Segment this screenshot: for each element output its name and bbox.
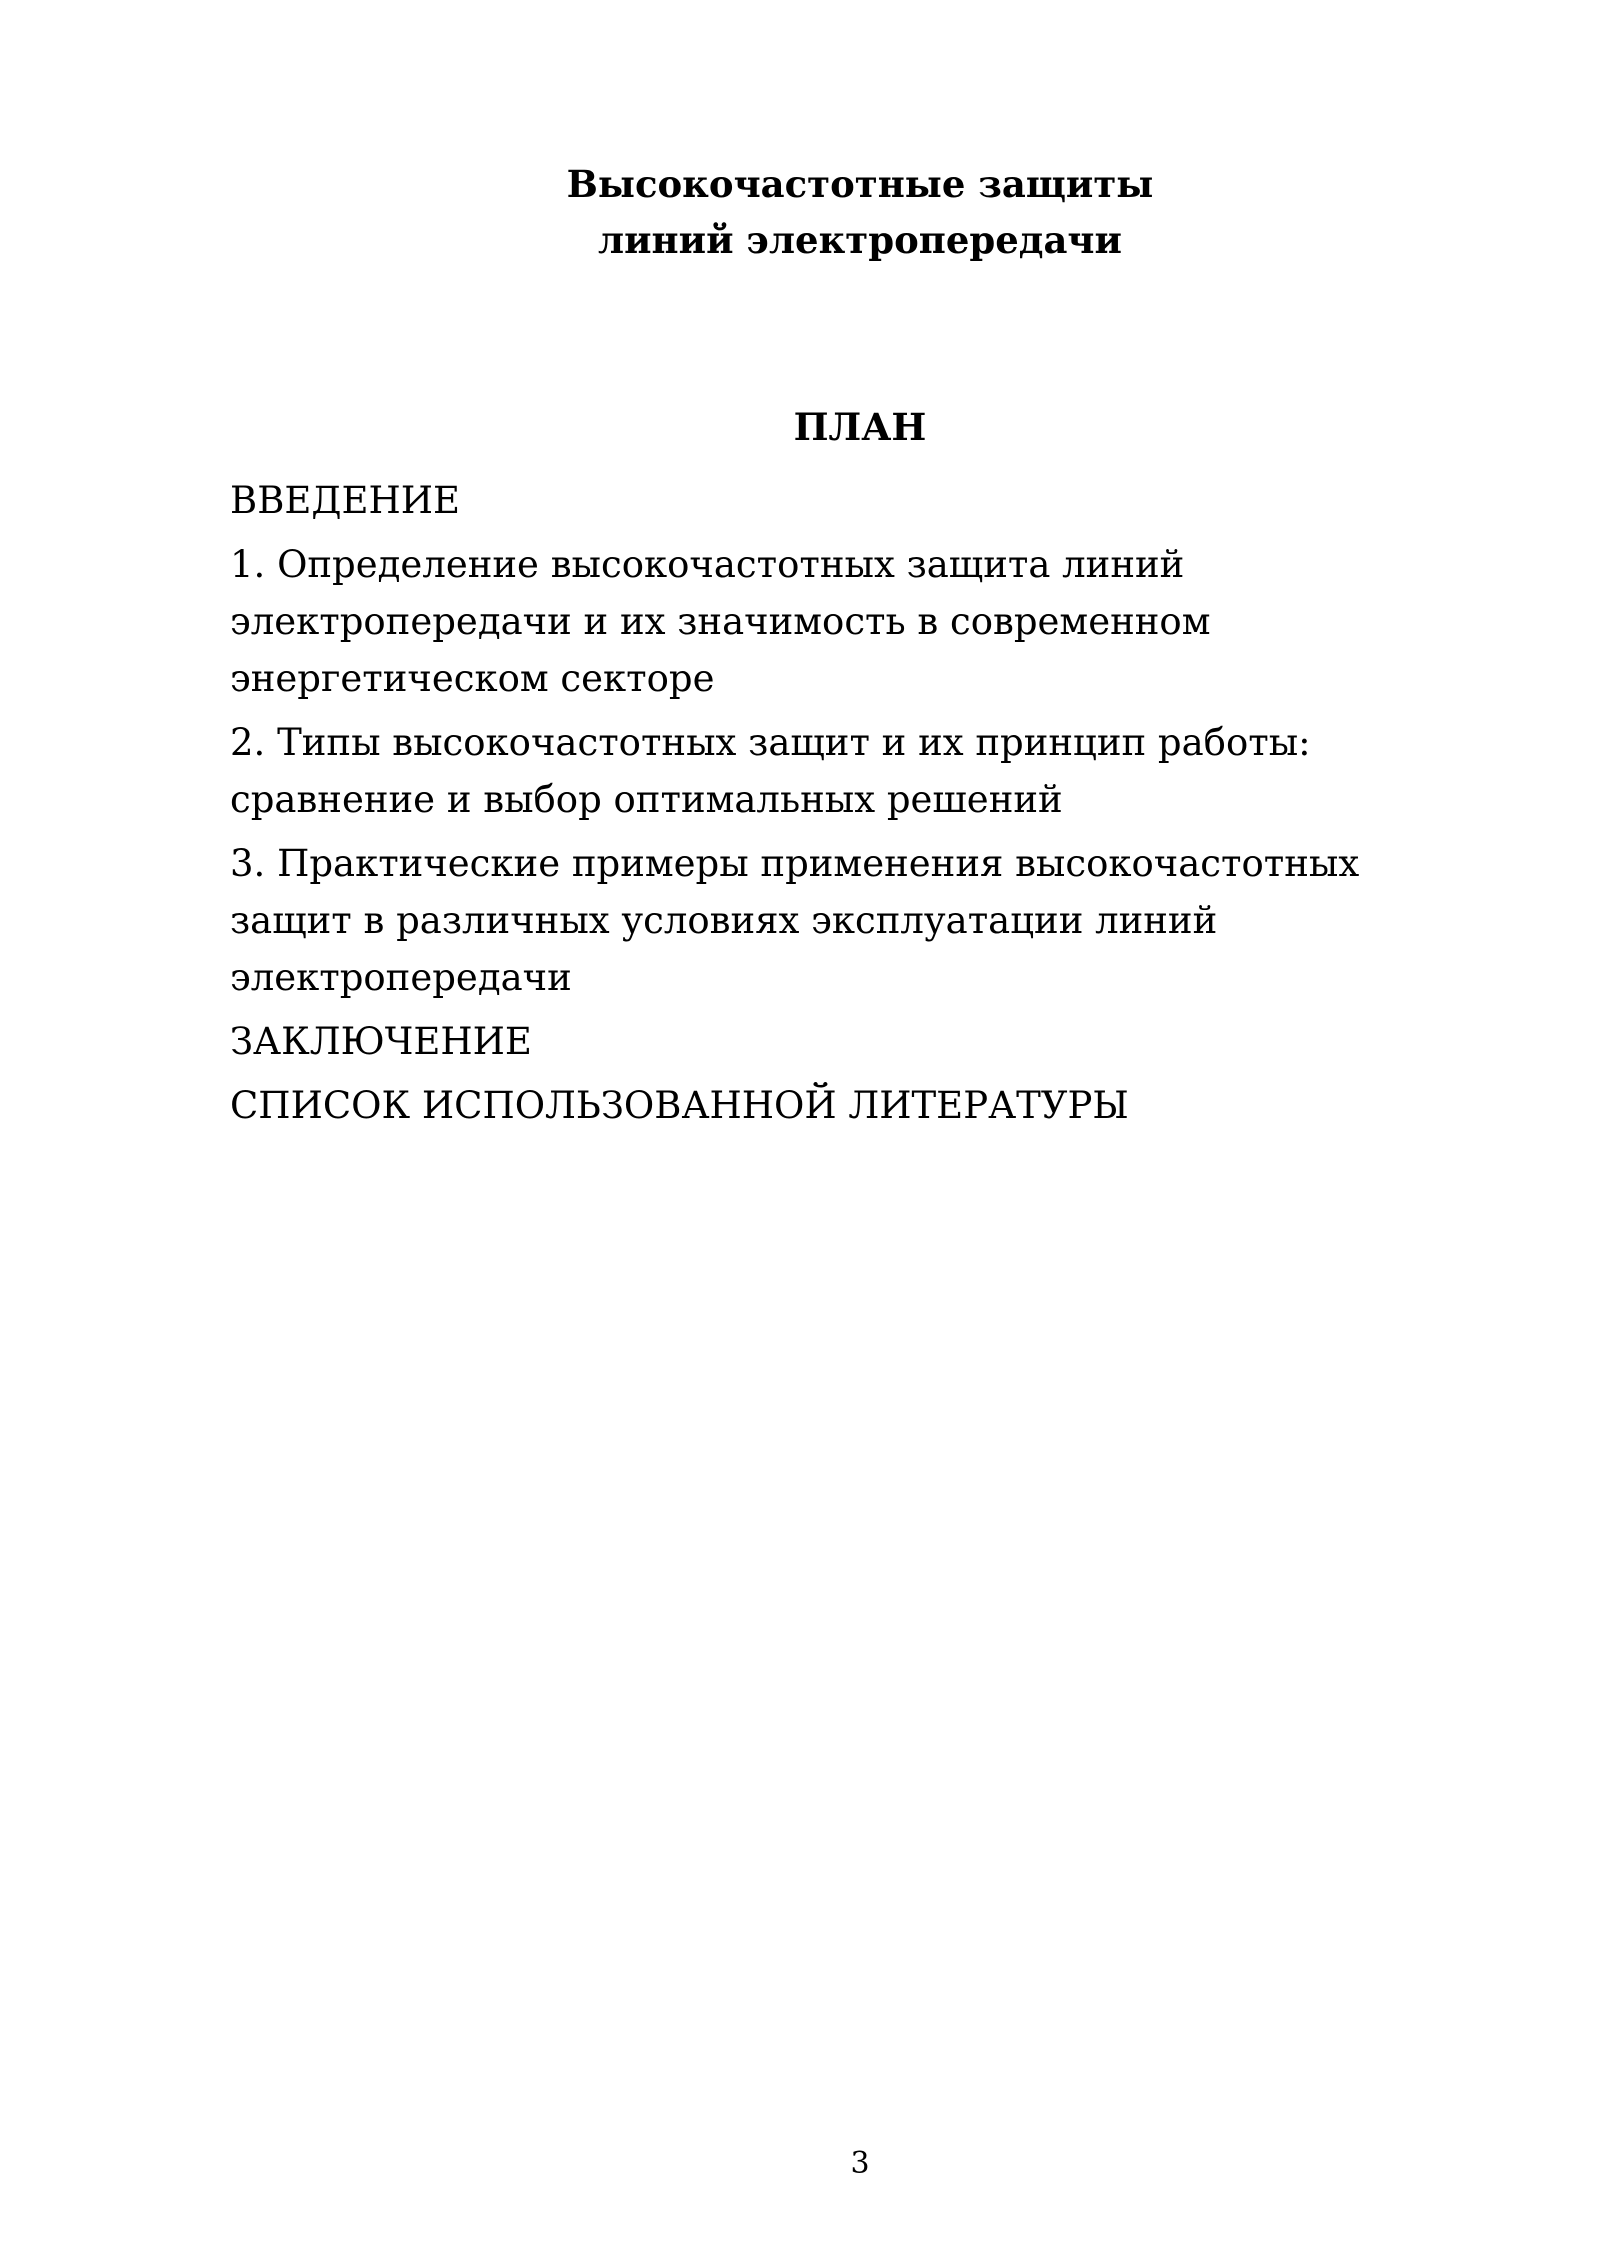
toc-item-references: [230, 1077, 1430, 1134]
page-number: 3: [850, 2146, 870, 2181]
toc-item-conclusion: [230, 1013, 1430, 1070]
toc-line: сравнение и выбор оптимальных решений: [230, 778, 1063, 821]
toc-item-section-3: [230, 835, 1430, 1006]
toc-line: ВВЕДЕНИЕ: [230, 479, 461, 522]
toc-line: электропередачи и их значимость в современном: [230, 600, 1211, 643]
toc-line: СПИСОК ИСПОЛЬЗОВАННОЙ ЛИТЕРАТУРЫ: [230, 1084, 1129, 1127]
toc-line: энергетическом секторе: [230, 657, 715, 700]
toc-item-introduction: [230, 472, 1430, 529]
toc-line: защит в различных условиях эксплуатации линий: [230, 899, 1218, 942]
document-title: [330, 156, 1390, 268]
document-title-line-2: линий электропередачи: [598, 218, 1122, 262]
toc-line: 1. Определение высокочастотных защита линий: [230, 543, 1185, 586]
toc-item-section-1: [230, 536, 1430, 707]
plan-heading: ПЛАН: [793, 405, 927, 449]
toc-item-section-2: [230, 714, 1430, 828]
toc-line: 3. Практические примеры применения высокочастотных: [230, 842, 1360, 885]
toc-line: ЗАКЛЮЧЕНИЕ: [230, 1020, 532, 1063]
document-title-line-1: Высокочастотные защиты: [566, 162, 1154, 206]
toc-line: 2. Типы высокочастотных защит и их принцип работы:: [230, 721, 1311, 764]
toc-line: электропередачи: [230, 956, 572, 999]
table-of-contents: [230, 472, 1430, 1141]
